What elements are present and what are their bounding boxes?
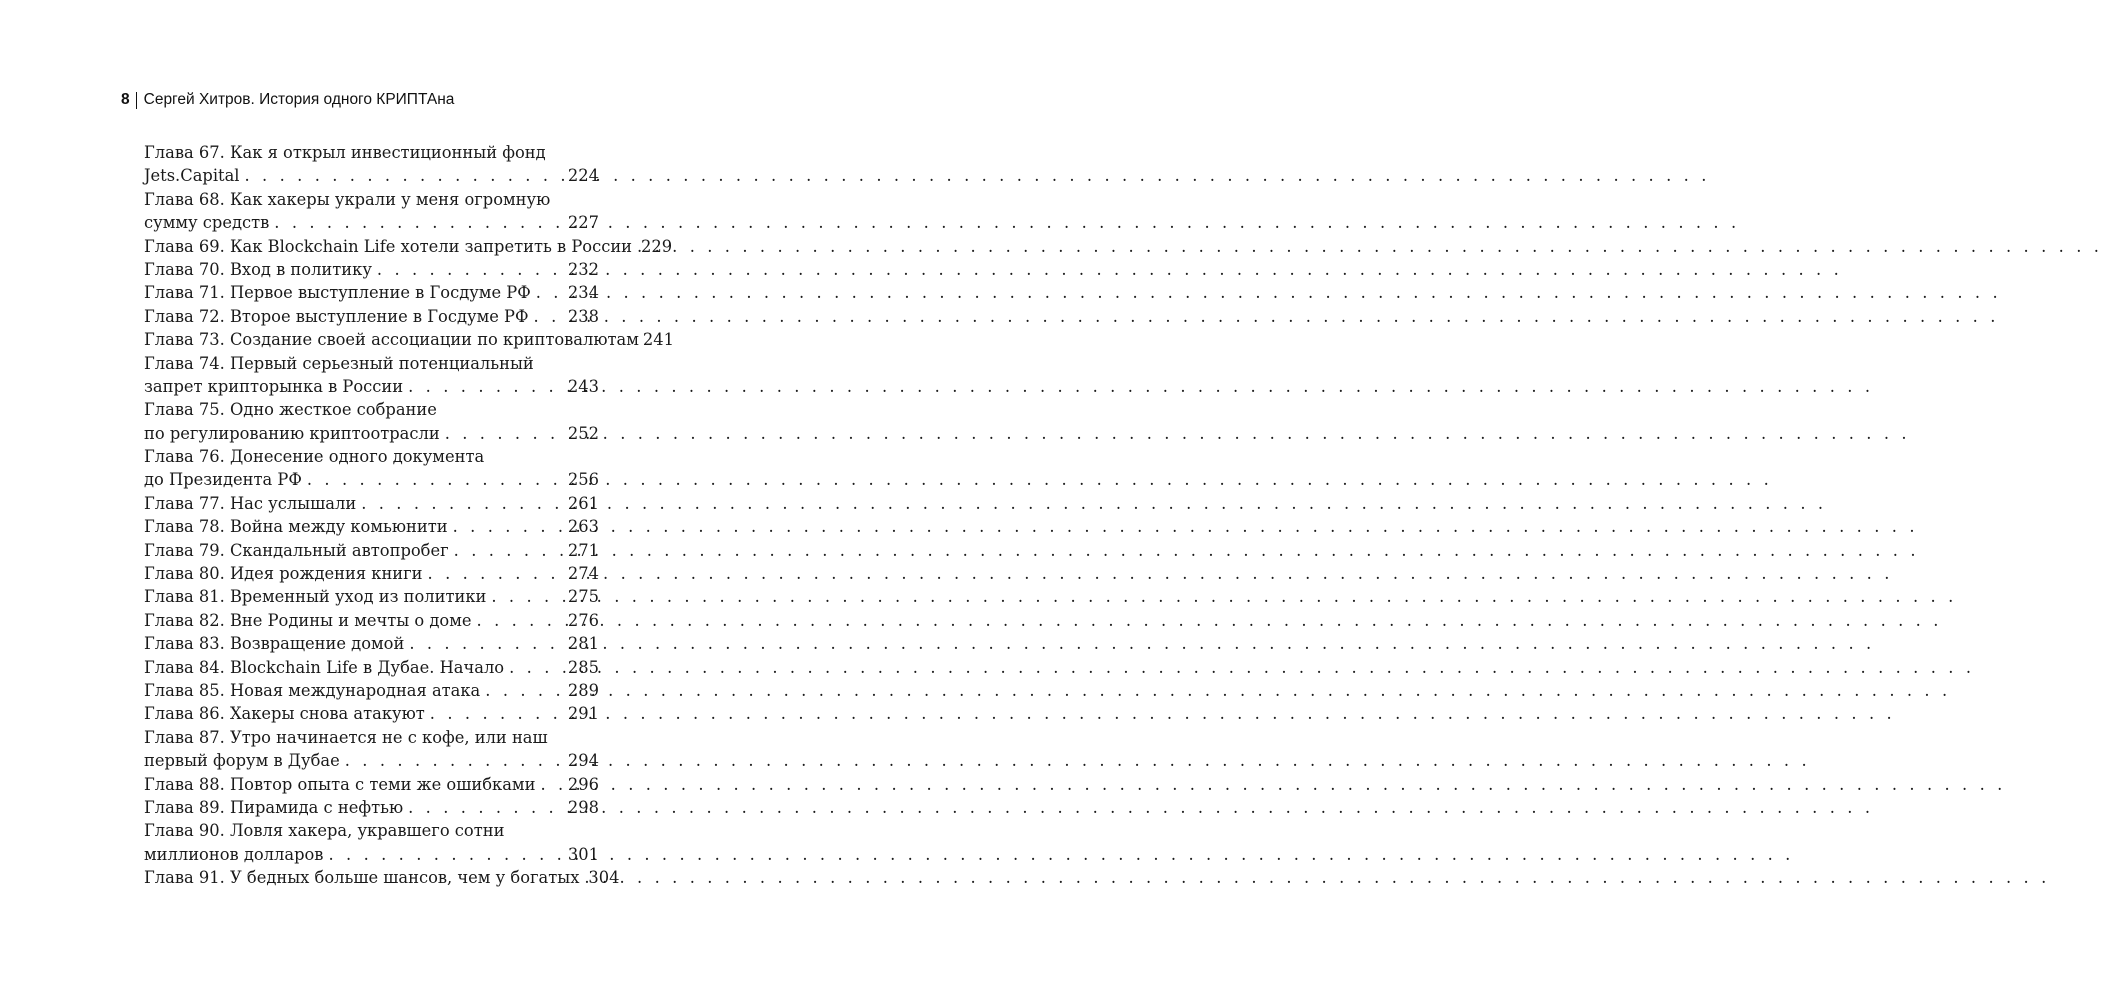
toc-page-number: 256 (567, 470, 599, 490)
dot-leader (403, 375, 564, 398)
toc-line (144, 843, 599, 866)
toc-entry-title: Глава 84. Blockchain Life в Дубае. Начало (144, 657, 505, 677)
toc-page-number: 263 (567, 517, 599, 537)
toc-page-number: 241 (642, 330, 674, 350)
toc-entry (144, 562, 599, 585)
toc-entry-title: Глава 77. Нас услышали (144, 493, 357, 513)
dot-leader (449, 539, 564, 562)
toc-entry (144, 679, 599, 702)
toc-entry (144, 796, 599, 819)
toc-entry-title: Глава 75. Одно жесткое собрание (144, 400, 437, 420)
toc-line (144, 328, 674, 351)
toc-line (144, 445, 599, 468)
toc-page-number: 234 (567, 283, 599, 303)
toc-line (144, 726, 599, 749)
dot-leader (240, 164, 564, 187)
toc-page-number: 291 (567, 704, 599, 724)
dot-leader (404, 632, 564, 655)
toc-page-number: 301 (567, 844, 599, 864)
toc-line (144, 796, 599, 819)
toc-entry-title: Глава 89. Пирамида с нефтью (144, 797, 404, 817)
dot-leader (423, 562, 564, 585)
toc-entry-title: Глава 88. Повтор опыта с теми же ошибками (144, 774, 536, 794)
toc-entry-title: Глава 85. Новая международная атака (144, 680, 481, 700)
toc-line (144, 398, 599, 421)
toc-entry-title: Глава 71. Первое выступление в Госдуме РФ (144, 283, 531, 303)
toc-line (144, 468, 599, 491)
toc-page-number: 285 (567, 657, 599, 677)
toc-entry-title: Глава 69. Как Blockchain Life хотели запретить в России (144, 236, 633, 256)
toc-page-number: 232 (567, 259, 599, 279)
toc-entry (144, 492, 599, 515)
toc-page-number: 271 (567, 540, 599, 560)
toc-entry (144, 585, 599, 608)
toc-entry (144, 235, 673, 258)
dot-leader (403, 796, 564, 819)
toc-entry-title: по регулированию криптоотрасли (144, 423, 440, 443)
toc-line (144, 773, 599, 796)
toc-page-number: 238 (567, 306, 599, 326)
toc-line (144, 749, 599, 772)
toc-entry (144, 819, 599, 866)
page-number: 8 (121, 91, 130, 108)
toc-entry (144, 656, 599, 679)
dot-leader (504, 656, 564, 679)
toc-entry (144, 866, 620, 889)
toc-entry-title: Глава 82. Вне Родины и мечты о доме (144, 610, 472, 630)
toc-line (144, 141, 599, 164)
dot-leader (269, 211, 564, 234)
toc-entry (144, 539, 599, 562)
toc-line (144, 609, 599, 632)
dot-leader (529, 305, 564, 328)
running-header (121, 91, 454, 109)
toc-line (144, 679, 599, 702)
toc-page-number: 296 (567, 774, 599, 794)
toc-page-number: 243 (567, 376, 599, 396)
toc-entry (144, 328, 674, 351)
dot-leader (535, 773, 563, 796)
toc-entry (144, 188, 599, 235)
toc-page-number: 294 (567, 751, 599, 771)
toc-entry-title: Глава 74. Первый серьезный потенциальный (144, 353, 534, 373)
toc-page-number: 274 (567, 564, 599, 584)
dot-leader (356, 492, 564, 515)
toc-page-number: 304 (588, 868, 620, 888)
dot-leader (480, 679, 564, 702)
toc-line (144, 515, 599, 538)
toc-entry (144, 352, 599, 399)
toc-entry-title: Глава 72. Второе выступление в Госдуме РФ (144, 306, 529, 326)
toc-entry-title: Jets.Capital (144, 166, 240, 186)
toc-line (144, 164, 599, 187)
toc-entry (144, 281, 599, 304)
dot-leader (531, 281, 564, 304)
toc-page-number: 289 (567, 680, 599, 700)
running-title: Сергей Хитров. История одного КРИПТАна (143, 91, 455, 108)
dot-leader (323, 843, 563, 866)
toc-page-number: 227 (567, 213, 599, 233)
toc-entry (144, 609, 599, 632)
toc-line (144, 632, 599, 655)
toc-entry (144, 726, 599, 773)
toc-line (144, 352, 599, 375)
toc-page-number: 275 (567, 587, 599, 607)
toc-entry-title: Глава 90. Ловля хакера, укравшего сотни (144, 821, 505, 841)
toc-entry-title: Глава 67. Как я открыл инвестиционный фонд (144, 143, 546, 162)
toc-line (144, 492, 599, 515)
toc-entry (144, 702, 599, 725)
toc-entry (144, 398, 599, 445)
toc-page-number: 281 (567, 634, 599, 654)
toc-line (144, 539, 599, 562)
dot-leader (425, 702, 564, 725)
toc-line (144, 258, 599, 281)
dot-leader (448, 515, 564, 538)
toc-line (144, 819, 599, 842)
toc-page-number: 298 (567, 797, 599, 817)
dot-leader (472, 609, 564, 632)
dot-leader (340, 749, 564, 772)
toc-entry (144, 773, 599, 796)
toc-entry-title: запрет крипторынка в России (144, 376, 404, 396)
toc-entry-title: Глава 70. Вход в политику (144, 259, 372, 279)
toc-entry-title: миллионов долларов (144, 844, 324, 864)
toc-entry-title: первый форум в Дубае (144, 751, 340, 771)
toc-entry-title: Глава 81. Временный уход из политики (144, 587, 487, 607)
toc-entry (144, 258, 599, 281)
toc-line (144, 281, 599, 304)
toc-page-number: 224 (567, 166, 599, 186)
toc-entry (144, 632, 599, 655)
toc-entry-title: Глава 78. Война между комьюнити (144, 517, 448, 537)
toc-page-number: 252 (567, 423, 599, 443)
header-divider (136, 92, 137, 109)
toc-entry-title: Глава 91. У бедных больше шансов, чем у богатых (144, 868, 580, 888)
toc-entry-title: Глава 68. Как хакеры украли у меня огромную (144, 189, 551, 209)
toc-line (144, 702, 599, 725)
toc-entry-title: Глава 79. Скандальный автопробег (144, 540, 449, 560)
toc-line (144, 656, 599, 679)
toc-entry (144, 445, 599, 492)
toc-line (144, 562, 599, 585)
toc-entry-title: до Президента РФ (144, 470, 302, 490)
dot-leader (440, 422, 564, 445)
toc-line (144, 305, 599, 328)
toc-line (144, 375, 599, 398)
table-of-contents (144, 141, 674, 890)
toc-page-number: 276 (567, 610, 599, 630)
toc-entry-title: Глава 73. Создание своей ассоциации по криптовалютам (144, 330, 639, 350)
toc-entry-title: Глава 83. Возвращение домой (144, 634, 405, 654)
toc-page-number: 229 (641, 236, 673, 256)
toc-entry (144, 141, 599, 188)
toc-line (144, 235, 673, 258)
toc-line (144, 585, 599, 608)
toc-entry-title: сумму средств (144, 213, 270, 233)
toc-entry-title: Глава 80. Идея рождения книги (144, 564, 423, 584)
toc-line (144, 866, 620, 889)
dot-leader (486, 585, 564, 608)
toc-entry-title: Глава 87. Утро начинается не с кофе, или наш (144, 727, 548, 747)
toc-line (144, 211, 599, 234)
toc-entry-title: Глава 86. Хакеры снова атакуют (144, 704, 425, 724)
toc-line (144, 188, 599, 211)
dot-leader (302, 468, 564, 491)
toc-entry (144, 515, 599, 538)
toc-entry (144, 305, 599, 328)
toc-page-number: 261 (567, 493, 599, 513)
toc-line (144, 422, 599, 445)
dot-leader (372, 258, 564, 281)
toc-entry-title: Глава 76. Донесение одного документа (144, 447, 485, 467)
